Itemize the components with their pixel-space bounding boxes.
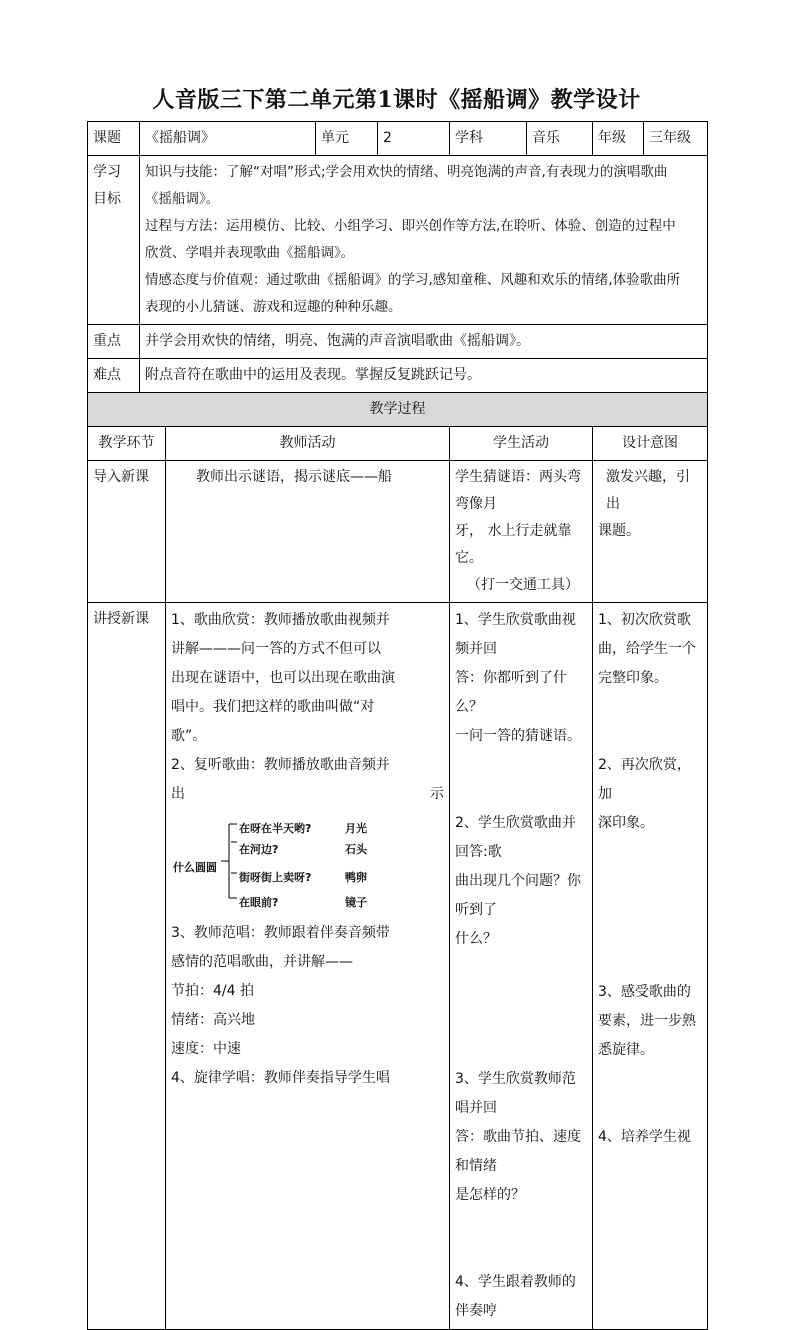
difficulty-row: [88, 359, 708, 393]
student-step-3: 3、学生欣赏教师范唱并回 答：歌曲节拍、速度和情绪 是怎样的？: [455, 1071, 581, 1203]
topic-label: 课题: [88, 122, 140, 156]
lesson-stage: 讲授新课: [88, 603, 166, 1330]
student-step-1: 1、学生欣赏歌曲视频并回 答：你都听到了什么？ 一问一答的猜谜语。: [455, 612, 581, 744]
diagram-answer: 月光: [345, 822, 367, 835]
intent-step-2: 2、再次欣赏，加 深印象。: [598, 757, 691, 831]
difficulty-text: 附点音符在歌曲中的运用及表现。掌握反复跳跃记号。: [140, 359, 708, 393]
lesson-row: [88, 603, 708, 1330]
key-point-label: 重点: [88, 325, 140, 359]
teacher-step-4: 4、旋律学唱：教师伴奏指导学生唱: [171, 1070, 390, 1086]
intent-step-1: 1、初次欣赏歌 曲，给学生一个 完整印象。: [598, 612, 696, 686]
lesson-teacher: [166, 603, 450, 1330]
column-header-teacher: 教师活动: [166, 427, 450, 461]
diagram-answer: 镜子: [345, 896, 367, 909]
process-header: 教学过程: [88, 393, 708, 427]
intro-student: 学生猜谜语：两头弯弯像月 牙， 水上行走就靠它。 （打一交通工具）: [450, 461, 593, 603]
info-row: [88, 122, 708, 156]
subject-label: 学科: [450, 122, 527, 156]
lesson-plan-table: [87, 121, 708, 1330]
key-point-text: 并学会用欢快的情绪，明亮、饱满的声音演唱歌曲《摇船调》。: [140, 325, 708, 359]
diagram-question: 在河边?: [239, 843, 279, 856]
diagram-answer: 石头: [345, 843, 367, 856]
teacher-step-1: 1、歌曲欣赏：教师播放歌曲视频并 讲解———问一答的方式不但可以 出现在谜语中，也可以出现在歌曲演 唱中。我们把这样的歌曲叫做“对 歌”。: [171, 612, 395, 744]
difficulty-label: 难点: [88, 359, 140, 393]
grade-value: 三年级: [644, 122, 708, 156]
diagram-question: 街呀街上卖呀?: [239, 871, 312, 884]
column-header-student: 学生活动: [450, 427, 593, 461]
lesson-intent: [593, 603, 708, 1330]
student-step-4: 4、学生跟着教师的伴奏哼: [455, 1274, 576, 1319]
subject-value: 音乐: [527, 122, 593, 156]
diagram-answer: 鸭卵: [345, 871, 367, 884]
intro-intent: 激发兴趣，引出 课题。: [593, 461, 708, 603]
diagram-root: 什么圆圆: [173, 861, 217, 874]
student-step-2: 2、学生欣赏歌曲并回答:歌 曲出现几个问题？你听到了 什么？: [455, 815, 581, 947]
diagram-question: 在眼前?: [239, 896, 279, 909]
page-title: 人音版三下第二单元第1课时《摇船调》教学设计: [152, 87, 641, 113]
lesson-student: [450, 603, 593, 1330]
objectives-label: 学习 目标: [88, 156, 140, 325]
intro-stage: 导入新课: [88, 461, 166, 603]
column-header-stage: 教学环节: [88, 427, 166, 461]
intro-row: [88, 461, 708, 603]
column-header-row: [88, 427, 708, 461]
teacher-step-2: 2、复听歌曲：教师播放歌曲音频并 出 示: [171, 757, 444, 802]
objectives-row: [88, 156, 708, 325]
key-point-row: [88, 325, 708, 359]
riddle-diagram: [171, 811, 444, 911]
unit-label: 单元: [316, 122, 378, 156]
intent-step-4: 4、培养学生视: [598, 1129, 691, 1145]
process-header-row: [88, 393, 708, 427]
column-header-intent: 设计意图: [593, 427, 708, 461]
intro-teacher: 教师出示谜语，揭示谜底——船: [166, 461, 450, 603]
topic-value: 《摇船调》: [140, 122, 316, 156]
unit-value: 2: [378, 122, 450, 156]
teacher-step-3: 3、教师范唱：教师跟着伴奏音频带 感情的范唱歌曲，并讲解—— 节拍：4/4 拍 情绪：高兴地 速度：中速: [171, 925, 390, 1057]
intent-step-3: 3、感受歌曲的 要素，进一步熟 悉旋律。: [598, 984, 696, 1058]
diagram-question: 在呀在半天哟?: [239, 822, 312, 835]
objectives-text: 知识与技能：了解“对唱”形式;学会用欢快的情绪、明亮饱满的声音,有表现力的演唱歌曲 《摇船调》。 过程与方法：运用模仿、比较、小组学习、即兴创作等方法,在聆听、体验、创造的过程中 欣赏、学唱并表现歌曲《摇船调》。 情感态度与价值观：通过歌曲《摇船调》的学习,感知童稚、风趣和欢乐的情绪,体验歌曲所 表现的小儿猜谜、游戏和逗趣的种种乐趣。: [140, 156, 708, 325]
grade-label: 年级: [593, 122, 644, 156]
